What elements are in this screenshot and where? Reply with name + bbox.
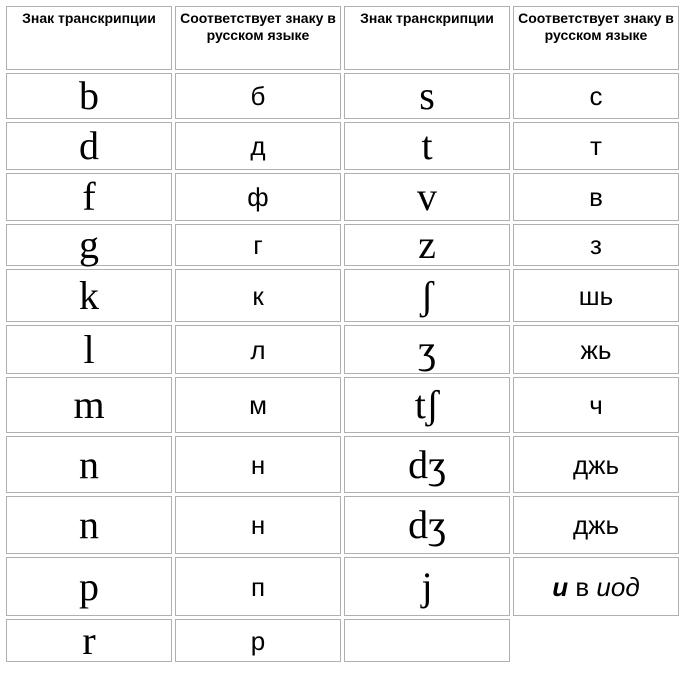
russian-cell: к [175,269,341,322]
russian-cell: г [175,224,341,266]
symbol-cell: dʒ [344,496,510,554]
russian-cell: м [175,377,341,433]
symbol-cell: n [6,436,172,493]
russian-cell: т [513,122,679,170]
symbol-cell: ʒ [344,325,510,374]
empty-cell [513,619,679,662]
symbol-cell: v [344,173,510,221]
russian-italic-word: иод [596,571,640,602]
russian-cell: н [175,436,341,493]
russian-cell: в [513,173,679,221]
symbol-cell: n [6,496,172,554]
symbol-cell: t [344,122,510,170]
header-russian-2: Соответствует знаку в русском языке [513,6,679,70]
russian-cell: б [175,73,341,119]
symbol-cell: z [344,224,510,266]
russian-bold-letter: и [552,571,569,602]
table-row [6,224,679,266]
russian-cell-iod [513,557,679,616]
russian-cell: д [175,122,341,170]
table-row [6,377,679,433]
table-row [6,73,679,119]
symbol-cell: dʒ [344,436,510,493]
russian-cell: п [175,557,341,616]
table-row [6,122,679,170]
symbol-cell: f [6,173,172,221]
table-row [6,269,679,322]
table-row [6,436,679,493]
russian-cell: л [175,325,341,374]
symbol-cell: b [6,73,172,119]
russian-cell: з [513,224,679,266]
symbol-cell: ʃ [344,269,510,322]
russian-cell: р [175,619,341,662]
russian-connector: в [568,571,597,602]
russian-cell: н [175,496,341,554]
russian-cell: джь [513,496,679,554]
header-symbol-1: Знак транскрипции [6,6,172,70]
header-russian-1: Соответствует знаку в русском языке [175,6,341,70]
symbol-cell: p [6,557,172,616]
symbol-cell: k [6,269,172,322]
empty-cell [344,619,510,662]
symbol-cell: j [344,557,510,616]
symbol-cell: s [344,73,510,119]
transcription-table [3,3,682,665]
russian-cell: шь [513,269,679,322]
table-row [6,557,679,616]
table-row [6,619,679,662]
russian-cell: с [513,73,679,119]
russian-cell: жь [513,325,679,374]
russian-cell: ч [513,377,679,433]
symbol-cell: m [6,377,172,433]
russian-cell: ф [175,173,341,221]
table-row [6,173,679,221]
symbol-cell: g [6,224,172,266]
symbol-cell: l [6,325,172,374]
symbol-cell: r [6,619,172,662]
header-symbol-2: Знак транскрипции [344,6,510,70]
header-row [6,6,679,70]
table-row [6,325,679,374]
symbol-cell: tʃ [344,377,510,433]
russian-cell: джь [513,436,679,493]
table-row [6,496,679,554]
symbol-cell: d [6,122,172,170]
